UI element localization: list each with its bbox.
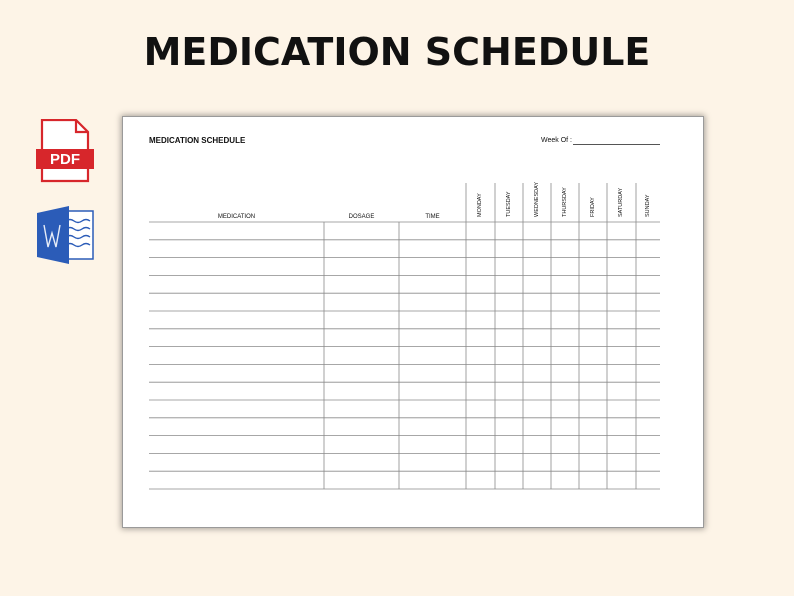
day-header-tuesday: TUESDAY	[505, 191, 512, 217]
pdf-file-icon[interactable]	[36, 119, 96, 183]
day-header-sunday: SUNDAY	[644, 194, 651, 217]
day-header-wednesday: WEDNESDAY	[533, 181, 540, 217]
day-header-thursday: THURSDAY	[561, 187, 568, 217]
pdf-label: PDF	[50, 151, 80, 168]
page-title: MEDICATION SCHEDULE	[143, 30, 651, 74]
day-header-monday: MONDAY	[477, 193, 483, 217]
col-time-header: TIME	[425, 214, 440, 220]
week-of-label: Week Of :	[541, 137, 572, 144]
col-dosage-header: DOSAGE	[348, 214, 375, 220]
schedule-grid	[123, 117, 703, 527]
col-medication-header: MEDICATION	[217, 214, 256, 220]
medication-sheet	[123, 117, 703, 527]
day-header-friday: FRIDAY	[589, 197, 596, 217]
day-header-saturday: SATURDAY	[618, 187, 624, 217]
sheet-title: MEDICATION SCHEDULE	[149, 136, 246, 145]
word-file-icon[interactable]	[36, 205, 96, 265]
